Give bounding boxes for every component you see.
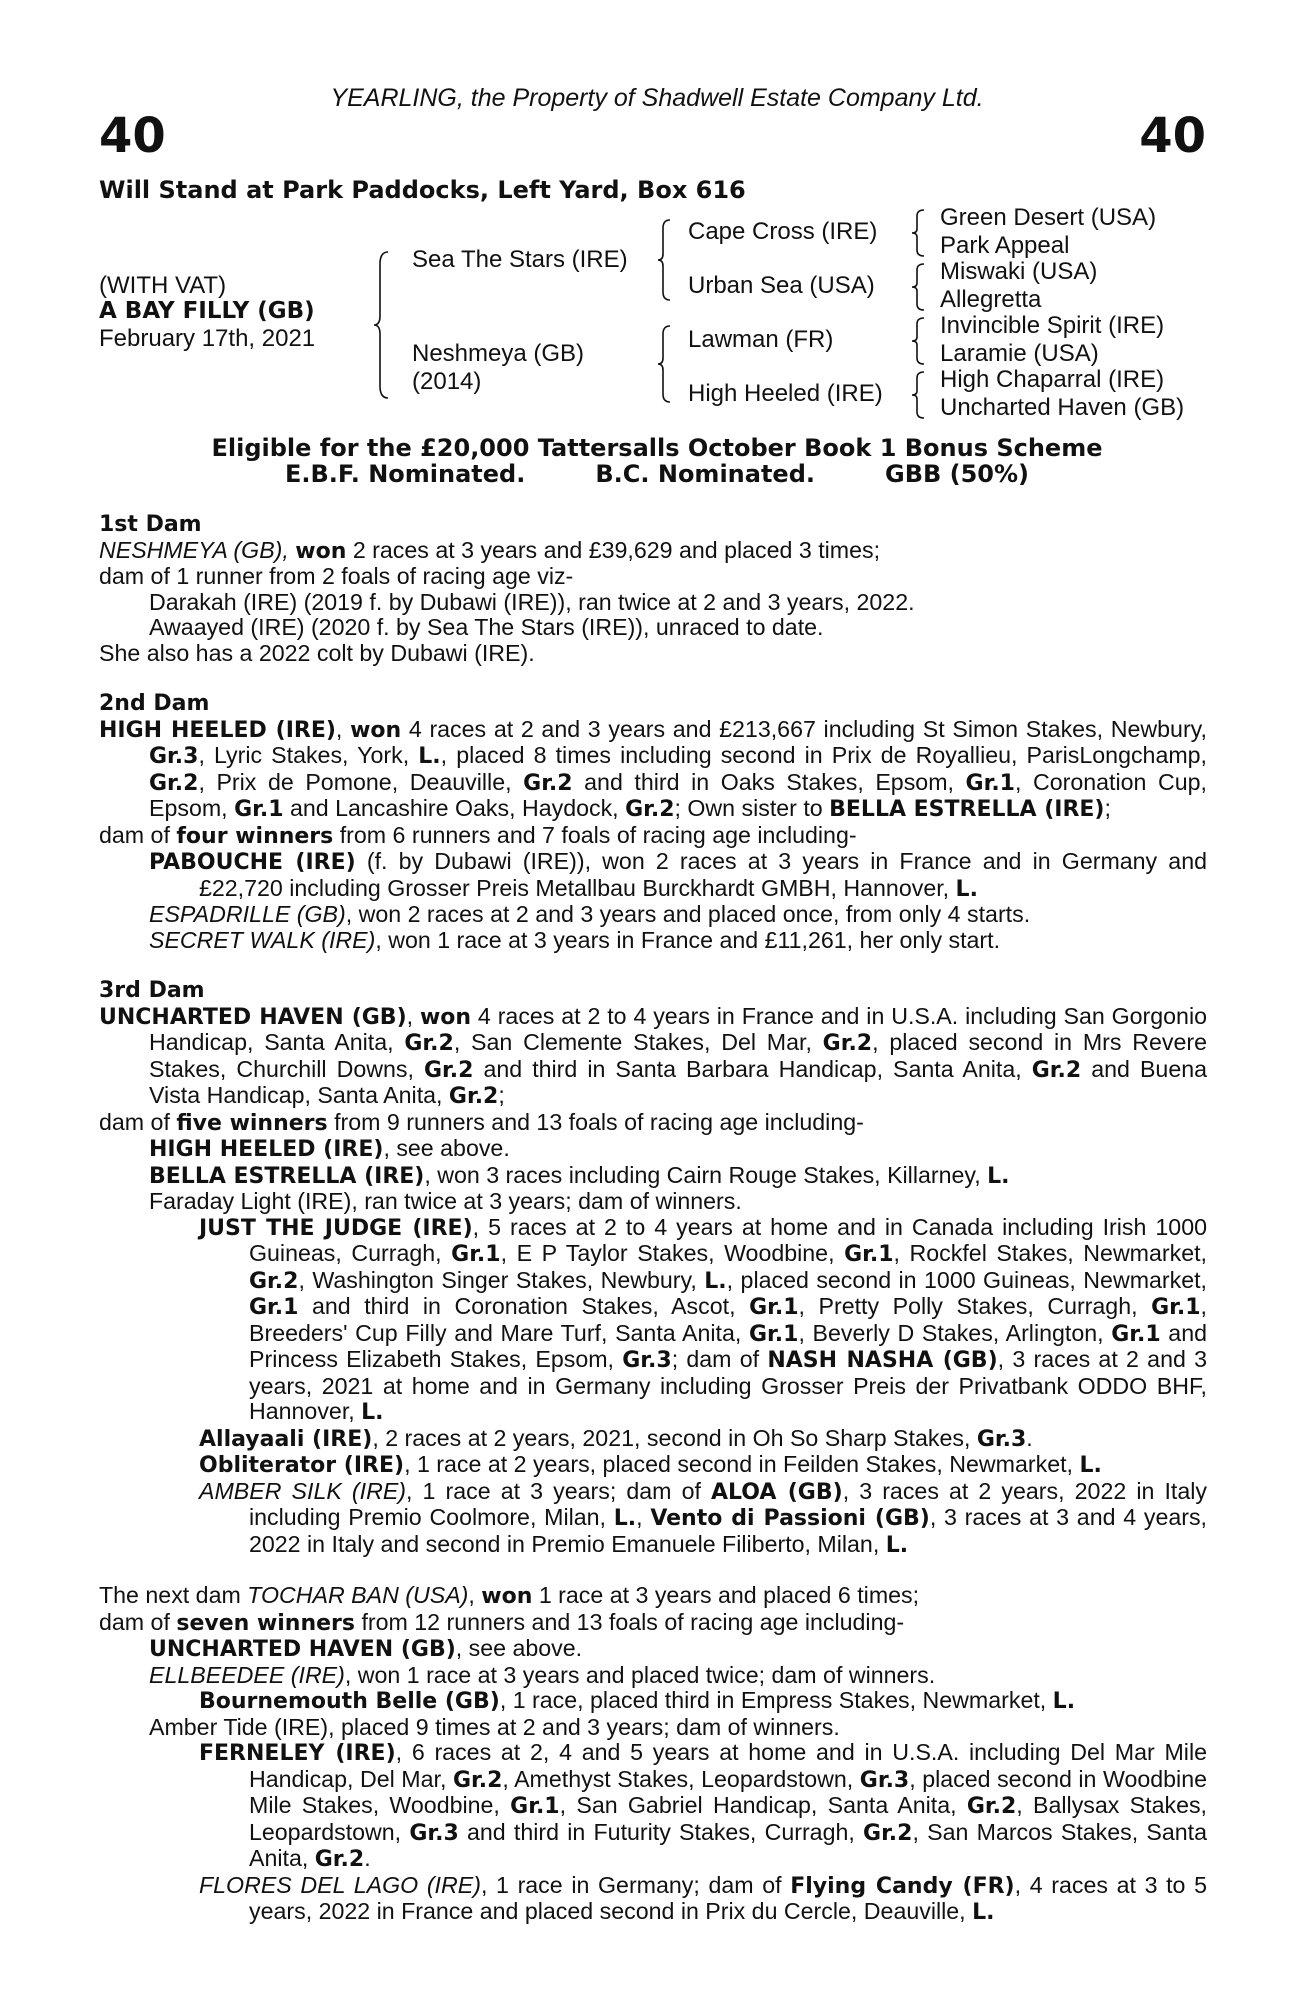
pedigree-brace-main (372, 250, 392, 400)
ancestor-4: Allegretta (940, 286, 1042, 313)
grandfoal-flores-del-lago: FLORES DEL LAGO (IRE), 1 race in Germany; dam of Flying Candy (FR), 4 races at 3 to 5 years, 2022 in France and placed second in Prix du Cercle, Deauville, L. (199, 1871, 1207, 1925)
lot-number-right: 40 (1139, 108, 1206, 164)
ancestor-5: Invincible Spirit (IRE) (940, 312, 1165, 339)
dam-name: Neshmeya (GB) (412, 340, 585, 367)
third-dam-foal-faraday-light: Faraday Light (IRE), ran twice at 3 years; dam of winners. (149, 1188, 742, 1214)
stand-location: Will Stand at Park Paddocks, Left Yard, Box 616 (99, 176, 746, 204)
third-dam-produce-intro: dam of five winners from 9 runners and 13 foals of racing age including- (99, 1108, 864, 1136)
pedigree-brace-g1 (910, 208, 928, 258)
ancestor-8: Uncharted Haven (GB) (940, 394, 1185, 421)
first-dam-line: NESHMEYA (GB), won 2 races at 3 years and £39,629 and placed 3 times; (99, 536, 881, 564)
sire-sire-name: Cape Cross (IRE) (688, 218, 878, 245)
ancestor-7: High Chaparral (IRE) (940, 366, 1165, 393)
bonus-scheme-line: Eligible for the £20,000 Tattersalls October Book 1 Bonus Scheme (211, 434, 1103, 462)
second-dam-foal-espadrille: ESPADRILLE (GB), won 2 races at 2 and 3 years and placed once, from only 4 starts. (149, 901, 1031, 927)
pedigree-brace-dam (656, 324, 674, 404)
ancestor-3: Miswaki (USA) (940, 258, 1098, 285)
third-dam-record: UNCHARTED HAVEN (GB), won 4 races at 2 to 4 years in France and in U.S.A. including San Gorgonio Handicap, Santa Anita, Gr.2, San Clemente Stakes, Del Mar, Gr.2, placed second in Mrs Revere Stakes, Churchill Downs, Gr.2 and third in Santa Barbara Handicap, Santa Anita, Gr.2 and Buena Vista Handicap, Santa Anita, Gr.2; (99, 1002, 1208, 1109)
next-dam-foal-ellbeedee: ELLBEEDEE (IRE), won 1 race at 3 years and placed twice; dam of winners. (149, 1661, 936, 1688)
next-dam-line: The next dam TOCHAR BAN (USA), won 1 race at 3 years and placed 6 times; (99, 1582, 920, 1609)
dam-dam-name: High Heeled (IRE) (688, 380, 883, 407)
first-dam-heading: 1st Dam (99, 512, 202, 537)
second-dam-heading: 2nd Dam (99, 691, 210, 716)
second-dam-produce-intro: dam of four winners from 6 runners and 7 foals of racing age including- (99, 821, 857, 849)
vat-label: (WITH VAT) (99, 272, 227, 299)
next-dam-produce-intro: dam of seven winners from 12 runners and 13 foals of racing age including- (99, 1608, 905, 1636)
horse-name: A BAY FILLY (GB) (99, 298, 315, 324)
grandfoal-amber-silk: AMBER SILK (IRE), 1 race at 3 years; dam of ALOA (GB), 3 races at 2 years, 2022 in Italy including Premio Coolmore, Milan, L., Vento di Passioni (GB), 3 races at 3 and 4 years, 2022 in Italy and second in Premio Emanuele Filiberto, Milan, L. (199, 1477, 1208, 1558)
pedigree-brace-g3 (910, 316, 928, 366)
ancestor-2: Park Appeal (940, 232, 1070, 259)
third-dam-foal-high-heeled: HIGH HEELED (IRE), see above. (149, 1135, 510, 1162)
pedigree-brace-g2 (910, 262, 928, 312)
next-dam-foal-uncharted-haven: UNCHARTED HAVEN (GB), see above. (149, 1635, 583, 1662)
bc-nomination: B.C. Nominated. (595, 460, 815, 488)
first-dam-produce-intro: dam of 1 runner from 2 foals of racing age viz- (99, 563, 574, 589)
lot-number-left: 40 (99, 108, 166, 164)
next-dam-foal-amber-tide: Amber Tide (IRE), placed 9 times at 2 and 3 years; dam of winners. (149, 1713, 840, 1740)
dam-sire-name: Lawman (FR) (688, 326, 834, 353)
foaling-date: February 17th, 2021 (99, 325, 316, 352)
grandfoal-ferneley: FERNELEY (IRE), 6 races at 2, 4 and 5 years at home and in U.S.A. including Del Mar Mile Handicap, Del Mar, Gr.2, Amethyst Stakes, Leopardstown, Gr.3, placed second in Woodbine Mile Stakes, Woodbine, Gr.1, San Gabriel Handicap, Santa Anita, Gr.2, Ballysax Stakes, Leopardstown, Gr.3 and third in Futurity Stakes, Curragh, Gr.2, San Marcos Stakes, Santa Anita, Gr.2. (199, 1739, 1208, 1872)
page-subtitle: YEARLING, the Property of Shadwell Estate Company Ltd. (330, 84, 984, 112)
first-dam-foal-2: Awaayed (IRE) (2020 f. by Sea The Stars (IRE)), unraced to date. (149, 614, 824, 640)
grandfoal-bournemouth-belle: Bournemouth Belle (GB), 1 race, placed third in Empress Stakes, Newmarket, L. (199, 1687, 1076, 1714)
ancestor-6: Laramie (USA) (940, 340, 1099, 367)
ebf-nomination: E.B.F. Nominated. (284, 460, 526, 488)
third-dam-foal-bella-estrella: BELLA ESTRELLA (IRE), won 3 races including Cairn Rouge Stakes, Killarney, L. (149, 1161, 1010, 1189)
second-dam-record: HIGH HEELED (IRE), won 4 races at 2 and 3 years and £213,667 including St Simon Stakes, Newbury, Gr.3, Lyric Stakes, York, L., placed 8 times including second in Prix de Royallieu, ParisLongchamp, Gr.2, Prix de Pomone, Deauville, Gr.2 and third in Oaks Stakes, Epsom, Gr.1, Coronation Cup, Epsom, Gr.1 and Lancashire Oaks, Haydock, Gr.2; Own sister to BELLA ESTRELLA (IRE); (99, 715, 1208, 822)
third-dam-heading: 3rd Dam (99, 978, 205, 1003)
first-dam-foal-1: Darakah (IRE) (2019 f. by Dubawi (IRE)), ran twice at 2 and 3 years, 2022. (149, 588, 915, 615)
nominations-line (0, 460, 1314, 488)
sire-name: Sea The Stars (IRE) (412, 246, 628, 273)
grandfoal-just-the-judge: JUST THE JUDGE (IRE), 5 races at 2 to 4 years at home and in Canada including Irish 1000 Guineas, Curragh, Gr.1, E P Taylor Stakes, Woodbine, Gr.1, Rockfel Stakes, Newmarket, Gr.2, Washington Singer Stakes, Newbury, L., placed second in 1000 Guineas, Newmarket, Gr.1 and third in Coronation Stakes, Ascot, Gr.1, Pretty Polly Stakes, Curragh, Gr.1, Breeders' Cup Filly and Mare Turf, Santa Anita, Gr.1, Beverly D Stakes, Arlington, Gr.1 and Princess Elizabeth Stakes, Epsom, Gr.3; dam of NASH NASHA (GB), 3 races at 2 and 3 years, 2021 at home and in Germany including Grosser Preis der Privatbank ODDO BHF, Hannover, L. (199, 1213, 1208, 1425)
second-dam-foal-pabouche: PABOUCHE (IRE) (f. by Dubawi (IRE)), won 2 races at 3 years in France and in Germany and £22,720 including Grosser Preis Metallbau Burckhardt GMBH, Hannover, L. (149, 848, 1207, 902)
first-dam-note: She also has a 2022 colt by Dubawi (IRE). (99, 639, 535, 666)
dam-year: (2014) (412, 368, 482, 395)
gbb-status: GBB (50%) (885, 460, 1030, 488)
grandfoal-obliterator: Obliterator (IRE), 1 race at 2 years, placed second in Feilden Stakes, Newmarket, L. (199, 1451, 1102, 1478)
ancestor-1: Green Desert (USA) (940, 204, 1157, 231)
pedigree-brace-g4 (910, 370, 928, 420)
grandfoal-allayaali: Allayaali (IRE), 2 races at 2 years, 2021, second in Oh So Sharp Stakes, Gr.3. (199, 1424, 1033, 1452)
produce-record (99, 512, 1207, 1926)
sire-dam-name: Urban Sea (USA) (688, 272, 875, 299)
pedigree-brace-sire (656, 218, 674, 302)
second-dam-foal-secret-walk: SECRET WALK (IRE), won 1 race at 3 years in France and £11,261, her only start. (149, 926, 1001, 953)
